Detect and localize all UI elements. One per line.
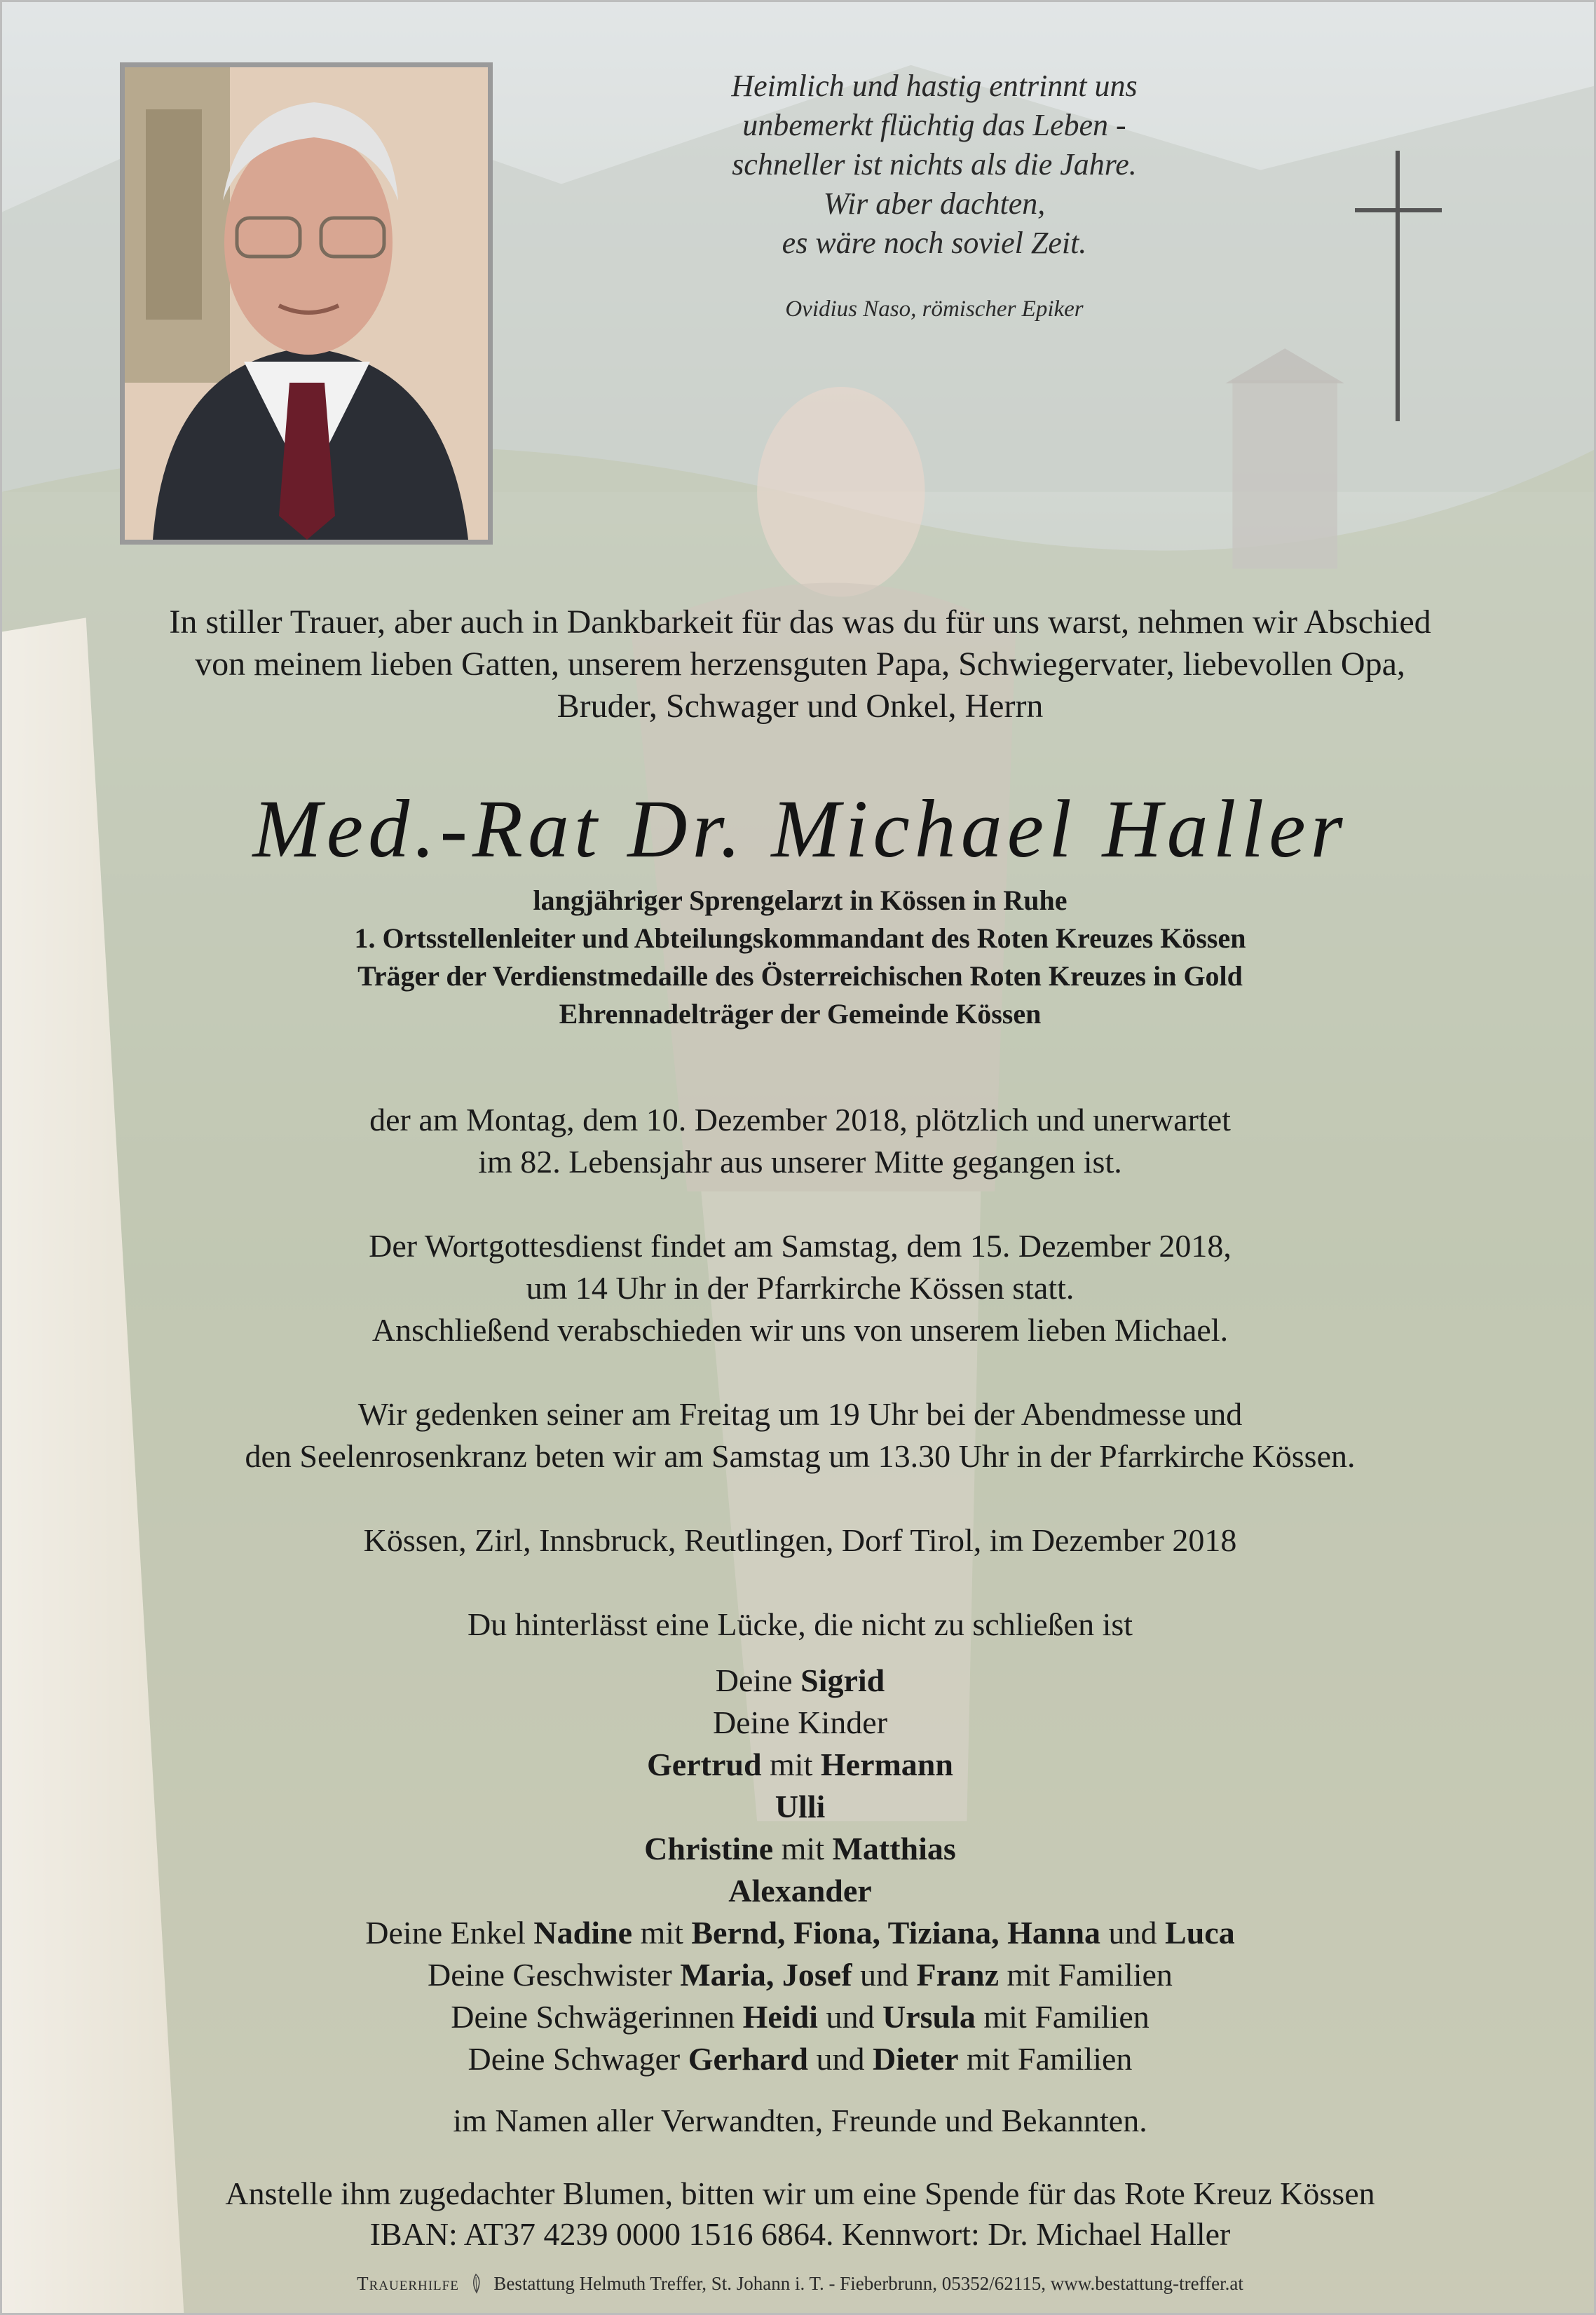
deceased-name: Med.-Rat Dr. Michael Haller — [252, 783, 1348, 875]
poem-line: Wir aber dachten, — [823, 186, 1046, 221]
family-wife: Deine Sigrid — [715, 1662, 885, 1698]
family-sisters-in-law: Deine Schwägerinnen Heidi und Ursula mit Familien — [451, 1999, 1150, 2035]
family-grandchildren: Deine Enkel Nadine mit Bernd, Fiona, Tiziana, Hanna und Luca — [365, 1915, 1235, 1951]
footer-brand: Trauerhilfe — [357, 2273, 459, 2294]
family-list — [44, 1660, 1556, 2080]
honor-line: Träger der Verdienstmedaille des Österreichischen Roten Kreuzes in Gold — [357, 960, 1243, 992]
gap-text: Du hinterlässt eine Lücke, die nicht zu schließen ist — [467, 1606, 1133, 1642]
poem-line: Heimlich und hastig entrinnt uns — [731, 69, 1138, 103]
feather-logo-icon — [468, 2273, 484, 2294]
honors-list — [44, 882, 1556, 1033]
intro-line: Bruder, Schwager und Onkel, Herrn — [557, 688, 1044, 725]
memorial-line: Wir gedenken seiner am Freitag um 19 Uhr bei der Abendmesse und — [357, 1396, 1243, 1432]
family-siblings: Deine Geschwister Maria, Josef und Franz mit Familien — [428, 1957, 1173, 1993]
family-child: Christine mit Matthias — [644, 1831, 956, 1866]
footer-text: Bestattung Helmuth Treffer, St. Johann i. T. - Fieberbrunn, 05352/62115, www.bestattung-treffer.at — [493, 2273, 1243, 2294]
intro-text — [44, 601, 1556, 728]
honor-line: Ehrennadelträger der Gemeinde Kössen — [559, 998, 1042, 1030]
donation-line: IBAN: AT37 4239 0000 1516 6864. Kennwort: Dr. Michael Haller — [369, 2216, 1231, 2252]
funeral-home-footer — [2, 2273, 1596, 2295]
family-child: Gertrud mit Hermann — [647, 1747, 953, 1782]
family-child: Alexander — [728, 1873, 872, 1908]
quote-author: Ovidius Naso, römischer Epiker — [785, 296, 1084, 322]
honor-line: langjähriger Sprengelarzt in Kössen in Ruhe — [533, 885, 1068, 916]
death-notice — [44, 1099, 1556, 1183]
family-child: Ulli — [775, 1789, 826, 1824]
donation-notice — [44, 2173, 1556, 2255]
service-line: um 14 Uhr in der Pfarrkirche Kössen statt. — [526, 1270, 1075, 1306]
death-line: der am Montag, dem 10. Dezember 2018, plötzlich und unerwartet — [369, 1102, 1231, 1138]
relatives-line — [44, 2100, 1556, 2142]
relatives-text: im Namen aller Verwandten, Freunde und Bekannten. — [453, 2103, 1147, 2138]
intro-line: von meinem lieben Gatten, unserem herzensguten Papa, Schwiegervater, liebevollen Opa, — [195, 646, 1405, 683]
poem-line: unbemerkt flüchtig das Leben - — [742, 108, 1126, 142]
portrait-photo — [120, 62, 493, 545]
death-line: im 82. Lebensjahr aus unserer Mitte gegangen ist. — [478, 1144, 1122, 1180]
family-children-label: Deine Kinder — [712, 1705, 888, 1740]
poem-line: schneller ist nichts als die Jahre. — [732, 147, 1137, 182]
memorial-line: den Seelenrosenkranz beten wir am Samstag um 13.30 Uhr in der Pfarrkirche Kössen. — [245, 1438, 1356, 1474]
service-line: Anschließend verabschieden wir uns von unserem lieben Michael. — [371, 1312, 1229, 1348]
service-notice — [44, 1225, 1556, 1351]
intro-line: In stiller Trauer, aber auch in Dankbarkeit für das was du für uns warst, nehmen wir Abschied — [169, 603, 1431, 641]
poem-quote — [605, 67, 1264, 263]
family-brothers-in-law: Deine Schwager Gerhard und Dieter mit Familien — [468, 2041, 1133, 2077]
honor-line: 1. Ortsstellenleiter und Abteilungskommandant des Roten Kreuzes Kössen — [354, 922, 1246, 954]
places-date — [44, 1520, 1556, 1562]
donation-line: Anstelle ihm zugedachter Blumen, bitten wir um eine Spende für das Rote Kreuz Kössen — [225, 2176, 1375, 2211]
gap-line — [44, 1604, 1556, 1646]
places-line: Kössen, Zirl, Innsbruck, Reutlingen, Dorf Tirol, im Dezember 2018 — [363, 1522, 1237, 1558]
memorial-notice — [44, 1393, 1556, 1477]
poem-line: es wäre noch soviel Zeit. — [782, 226, 1087, 260]
cross-icon — [1355, 151, 1442, 421]
service-line: Der Wortgottesdienst findet am Samstag, dem 15. Dezember 2018, — [369, 1228, 1232, 1264]
